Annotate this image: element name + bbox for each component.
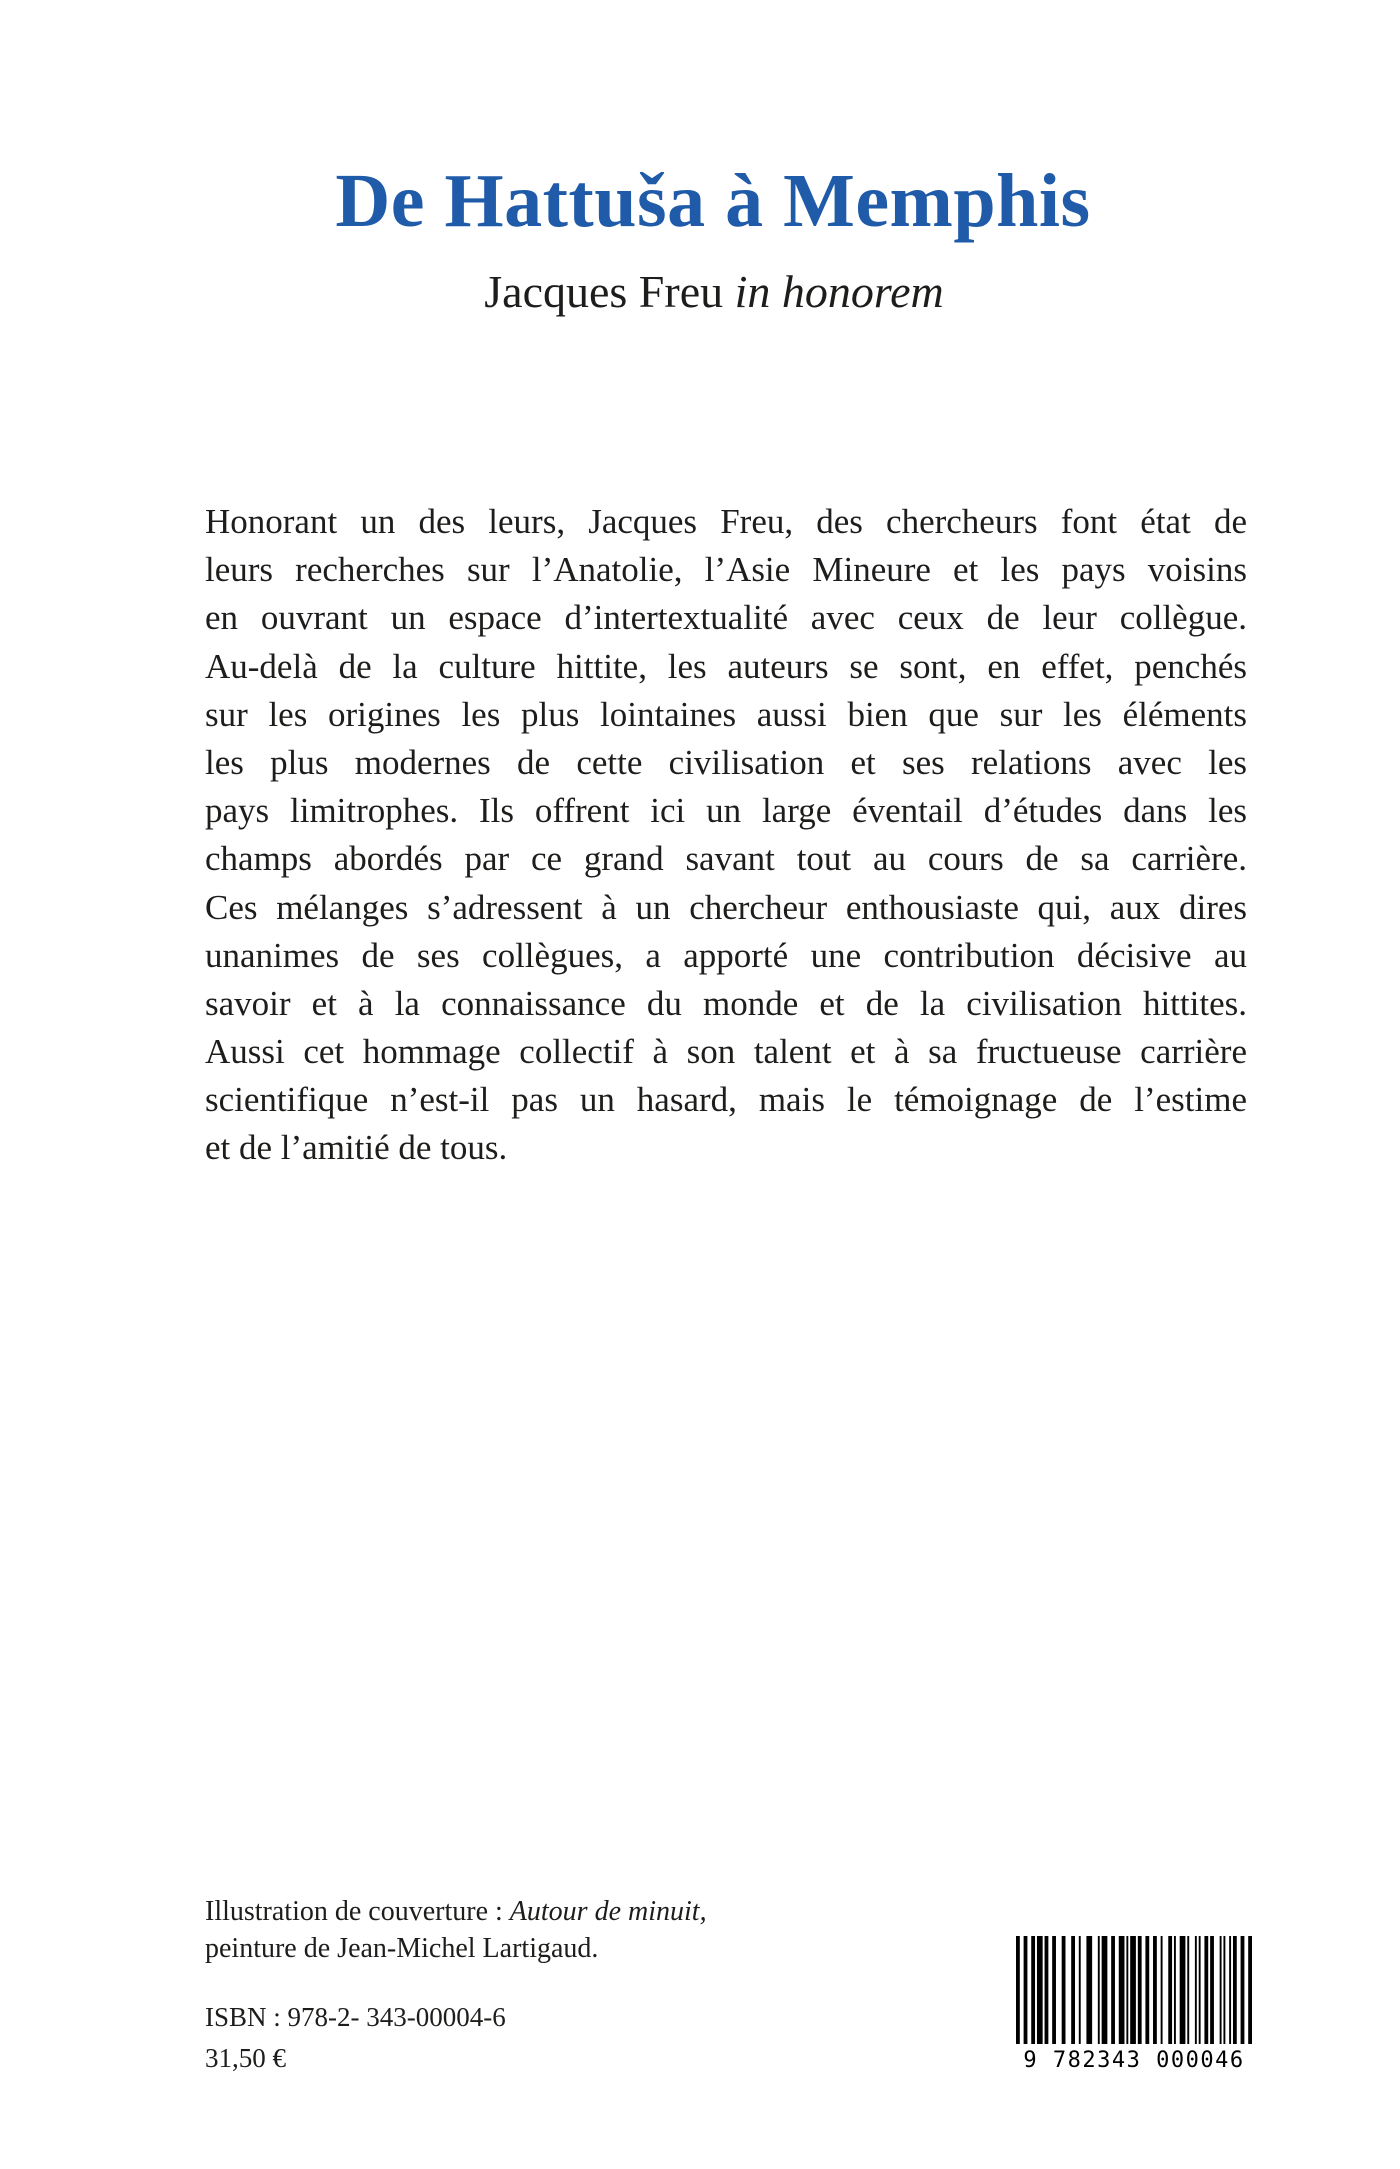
- barcode-bar: [1180, 1936, 1186, 2044]
- barcode-bar: [1229, 1936, 1231, 2044]
- blurb-line: leurs recherches sur l’Anatolie, l’Asie Mineure et les pays voisins: [205, 550, 1247, 590]
- blurb-line: savoir et à la connaissance du monde et de la civilisation hittites.: [205, 983, 1247, 1023]
- barcode-bar: [1037, 1936, 1043, 2044]
- barcode-bar: [1045, 1936, 1049, 2044]
- barcode-bar: [1161, 1936, 1163, 2044]
- blurb-line: les plus modernes de cette civilisation et ses relations avec les: [205, 742, 1247, 782]
- blurb-line: en ouvrant un espace d’intertextualité avec ceux de leur collègue.: [205, 598, 1247, 638]
- blurb-line: Au-delà de la culture hittite, les auteurs se sont, en effet, penchés: [205, 646, 1247, 686]
- blurb-line: Honorant un des leurs, Jacques Freu, des chercheurs font état de: [205, 502, 1247, 541]
- barcode-bar: [1145, 1936, 1149, 2044]
- price-label: 31,50 €: [205, 2043, 286, 2073]
- barcode-bar: [1098, 1936, 1100, 2044]
- blurb-line: sur les origines les plus lointaines aussi bien que sur les éléments: [205, 694, 1247, 734]
- barcode-bar: [1052, 1936, 1056, 2044]
- credit-label: Illustration de couverture :: [205, 1896, 510, 1927]
- blurb-line: champs abordés par ce grand savant tout au cours de sa carrière.: [205, 839, 1247, 879]
- barcode-bar: [1174, 1936, 1176, 2044]
- barcode-digits: 9 782343 000046: [1023, 2048, 1245, 2073]
- book-title: De Hattuša à Memphis: [335, 159, 1091, 243]
- blurb-text: [205, 498, 1247, 1173]
- barcode-bar: [1086, 1936, 1092, 2044]
- barcode-bar: [1126, 1936, 1128, 2044]
- illustration-credit: [205, 1893, 707, 1967]
- barcode-bar: [1220, 1936, 1222, 2044]
- subtitle-honor: in honorem: [734, 266, 944, 317]
- barcode-bar: [1248, 1936, 1252, 2044]
- barcode-bar: [1130, 1936, 1136, 2044]
- barcode-bar: [1031, 1936, 1035, 2044]
- barcode-bar: [1111, 1936, 1115, 2044]
- barcode-bar: [1119, 1936, 1125, 2044]
- credit-line-1: [205, 1893, 707, 1930]
- barcode-bar: [1079, 1936, 1081, 2044]
- barcode-bar: [1153, 1936, 1157, 2044]
- blurb-line: unanimes de ses collègues, a apporté une contribution décisive au: [205, 935, 1247, 975]
- barcode-bar: [1016, 1936, 1020, 2044]
- blurb-line: Aussi cet hommage collectif à son talent et à sa fructueuse carrière: [205, 1032, 1247, 1072]
- barcode-bar: [1024, 1936, 1028, 2044]
- barcode: [1008, 1936, 1260, 2086]
- isbn-number: ISBN : 978-2- 343-00004-6: [205, 2002, 506, 2032]
- barcode-bar: [1204, 1936, 1208, 2044]
- barcode-bar: [1233, 1936, 1237, 2044]
- barcode-bar: [1071, 1936, 1075, 2044]
- barcode-bar: [1210, 1936, 1214, 2044]
- barcode-bar: [1102, 1936, 1108, 2044]
- barcode-bar: [1187, 1936, 1189, 2044]
- barcode-bar: [1223, 1936, 1225, 2044]
- blurb-line: pays limitrophes. Ils offrent ici un large éventail d’études dans les: [205, 791, 1247, 831]
- barcode-bar: [1199, 1936, 1201, 2044]
- credit-artist: peinture de Jean-Michel Lartigaud.: [205, 1933, 599, 1964]
- subtitle-name: Jacques Freu: [484, 266, 724, 317]
- barcode-bar: [1195, 1936, 1197, 2044]
- barcode-bar: [1168, 1936, 1172, 2044]
- barcode-bar: [1062, 1936, 1066, 2044]
- barcode-icon: [1008, 1936, 1260, 2048]
- credit-artwork-title: Autour de minuit,: [509, 1896, 707, 1927]
- barcode-bar: [1241, 1936, 1245, 2044]
- book-subtitle: [0, 265, 1400, 318]
- blurb-line: Ces mélanges s’adressent à un chercheur enthousiaste qui, aux dires: [205, 887, 1247, 927]
- blurb-line: scientifique n’est-il pas un hasard, mais le témoignage de l’estime: [205, 1080, 1247, 1120]
- blurb-line: et de l’amitié de tous.: [205, 1128, 508, 1168]
- barcode-bar: [1138, 1936, 1142, 2044]
